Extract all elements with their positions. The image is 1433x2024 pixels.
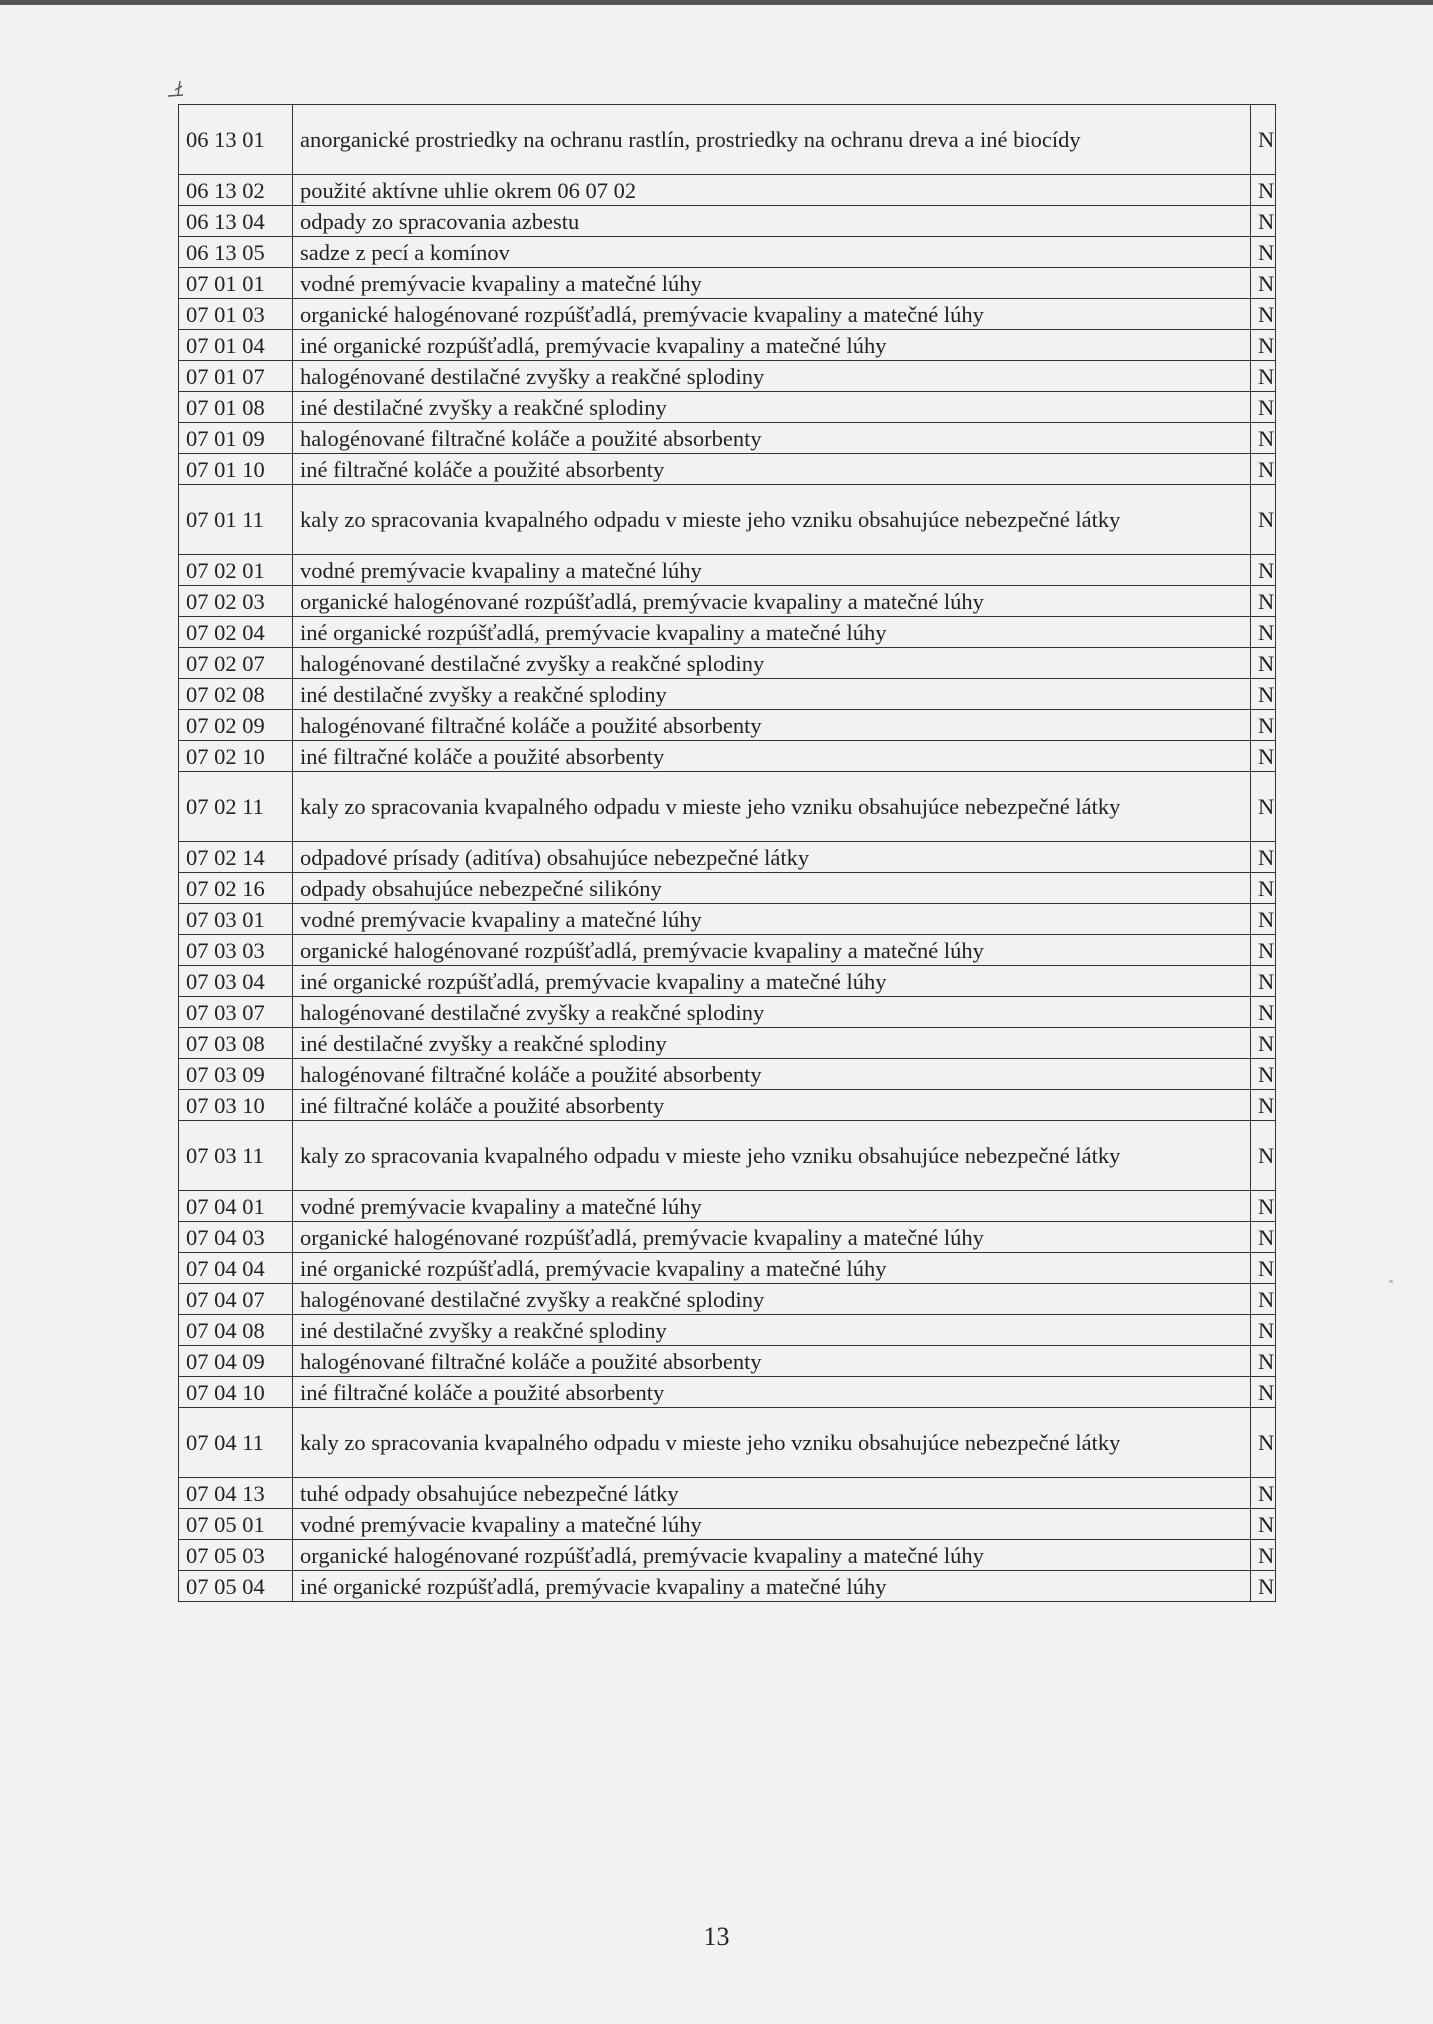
waste-code-cell: 07 03 04 — [179, 966, 293, 997]
table-row — [179, 206, 1276, 237]
waste-category-cell: N — [1251, 555, 1276, 586]
waste-description-cell: iné destilačné zvyšky a reakčné splodiny — [293, 392, 1251, 423]
waste-description-cell: odpady zo spracovania azbestu — [293, 206, 1251, 237]
waste-code-cell: 06 13 01 — [179, 105, 293, 175]
waste-category-cell: N — [1251, 485, 1276, 555]
waste-description-cell: organické halogénované rozpúšťadlá, premývacie kvapaliny a matečné lúhy — [293, 935, 1251, 966]
waste-category-cell: N — [1251, 423, 1276, 454]
waste-category-cell: N — [1251, 237, 1276, 268]
waste-code-cell: 07 03 03 — [179, 935, 293, 966]
scan-speck — [1389, 1280, 1393, 1283]
waste-code-cell: 07 02 16 — [179, 873, 293, 904]
waste-code-cell: 07 02 01 — [179, 555, 293, 586]
waste-description-cell: tuhé odpady obsahujúce nebezpečné látky — [293, 1478, 1251, 1509]
waste-code-cell: 07 04 10 — [179, 1377, 293, 1408]
table-row — [179, 904, 1276, 935]
waste-code-cell: 07 04 11 — [179, 1408, 293, 1478]
waste-description-cell: iné organické rozpúšťadlá, premývacie kvapaliny a matečné lúhy — [293, 330, 1251, 361]
waste-category-cell: N — [1251, 1540, 1276, 1571]
waste-description-cell: odpady obsahujúce nebezpečné silikóny — [293, 873, 1251, 904]
table-row — [179, 873, 1276, 904]
table-row — [179, 454, 1276, 485]
waste-category-cell: N — [1251, 997, 1276, 1028]
waste-description-cell: iné filtračné koláče a použité absorbenty — [293, 1377, 1251, 1408]
waste-category-cell: N — [1251, 268, 1276, 299]
waste-category-cell: N — [1251, 1478, 1276, 1509]
waste-description-cell: kaly zo spracovania kvapalného odpadu v mieste jeho vzniku obsahujúce nebezpečné látky — [293, 1408, 1251, 1478]
waste-description-cell: vodné premývacie kvapaliny a matečné lúhy — [293, 904, 1251, 935]
waste-code-cell: 07 02 08 — [179, 679, 293, 710]
waste-description-cell: halogénované filtračné koláče a použité absorbenty — [293, 423, 1251, 454]
waste-code-cell: 06 13 02 — [179, 175, 293, 206]
waste-code-cell: 07 02 03 — [179, 586, 293, 617]
table-row — [179, 1090, 1276, 1121]
waste-code-cell: 07 05 04 — [179, 1571, 293, 1602]
waste-category-cell: N — [1251, 966, 1276, 997]
waste-category-cell: N — [1251, 648, 1276, 679]
table-row — [179, 485, 1276, 555]
waste-description-cell: kaly zo spracovania kvapalného odpadu v mieste jeho vzniku obsahujúce nebezpečné látky — [293, 772, 1251, 842]
waste-code-cell: 06 13 05 — [179, 237, 293, 268]
waste-description-cell: sadze z pecí a komínov — [293, 237, 1251, 268]
waste-description-cell: vodné premývacie kvapaliny a matečné lúhy — [293, 555, 1251, 586]
waste-description-cell: kaly zo spracovania kvapalného odpadu v mieste jeho vzniku obsahujúce nebezpečné látky — [293, 485, 1251, 555]
waste-category-cell: N — [1251, 175, 1276, 206]
waste-description-cell: organické halogénované rozpúšťadlá, premývacie kvapaliny a matečné lúhy — [293, 299, 1251, 330]
table-row — [179, 299, 1276, 330]
waste-description-cell: vodné premývacie kvapaliny a matečné lúhy — [293, 1509, 1251, 1540]
waste-code-cell: 07 04 09 — [179, 1346, 293, 1377]
waste-category-cell: N — [1251, 330, 1276, 361]
waste-description-cell: halogénované filtračné koláče a použité absorbenty — [293, 1346, 1251, 1377]
waste-description-cell: organické halogénované rozpúšťadlá, premývacie kvapaliny a matečné lúhy — [293, 586, 1251, 617]
waste-category-cell: N — [1251, 679, 1276, 710]
waste-category-cell: N — [1251, 772, 1276, 842]
waste-code-cell: 07 02 14 — [179, 842, 293, 873]
waste-description-cell: halogénované destilačné zvyšky a reakčné splodiny — [293, 361, 1251, 392]
waste-category-cell: N — [1251, 1121, 1276, 1191]
table-row — [179, 1222, 1276, 1253]
table-row — [179, 1028, 1276, 1059]
table-row — [179, 935, 1276, 966]
waste-category-cell: N — [1251, 842, 1276, 873]
table-body — [179, 105, 1276, 1602]
waste-description-cell: organické halogénované rozpúšťadlá, premývacie kvapaliny a matečné lúhy — [293, 1222, 1251, 1253]
waste-code-cell: 07 03 11 — [179, 1121, 293, 1191]
table-row — [179, 679, 1276, 710]
waste-description-cell: iné organické rozpúšťadlá, premývacie kvapaliny a matečné lúhy — [293, 617, 1251, 648]
waste-code-cell: 07 03 09 — [179, 1059, 293, 1090]
waste-category-cell: N — [1251, 873, 1276, 904]
waste-code-cell: 07 05 03 — [179, 1540, 293, 1571]
waste-description-cell: vodné premývacie kvapaliny a matečné lúhy — [293, 268, 1251, 299]
waste-code-cell: 07 01 10 — [179, 454, 293, 485]
table-row — [179, 175, 1276, 206]
waste-code-cell: 07 03 10 — [179, 1090, 293, 1121]
table-row — [179, 105, 1276, 175]
waste-description-cell: organické halogénované rozpúšťadlá, premývacie kvapaliny a matečné lúhy — [293, 1540, 1251, 1571]
waste-category-cell: N — [1251, 299, 1276, 330]
waste-code-cell: 07 03 08 — [179, 1028, 293, 1059]
waste-category-cell: N — [1251, 741, 1276, 772]
table-row — [179, 1571, 1276, 1602]
waste-description-cell: vodné premývacie kvapaliny a matečné lúhy — [293, 1191, 1251, 1222]
table-row — [179, 268, 1276, 299]
waste-code-cell: 07 01 03 — [179, 299, 293, 330]
waste-category-cell: N — [1251, 1028, 1276, 1059]
waste-description-cell: halogénované destilačné zvyšky a reakčné splodiny — [293, 648, 1251, 679]
waste-code-cell: 07 03 07 — [179, 997, 293, 1028]
waste-description-cell: iné destilačné zvyšky a reakčné splodiny — [293, 1028, 1251, 1059]
waste-code-cell: 07 02 11 — [179, 772, 293, 842]
waste-category-cell: N — [1251, 1315, 1276, 1346]
table-row — [179, 772, 1276, 842]
waste-code-cell: 07 02 07 — [179, 648, 293, 679]
waste-description-cell: použité aktívne uhlie okrem 06 07 02 — [293, 175, 1251, 206]
waste-category-cell: N — [1251, 1284, 1276, 1315]
waste-code-cell: 07 01 07 — [179, 361, 293, 392]
waste-code-cell: 07 04 01 — [179, 1191, 293, 1222]
page-number: 13 — [703, 1922, 730, 1951]
waste-code-cell: 07 01 01 — [179, 268, 293, 299]
table-row — [179, 617, 1276, 648]
table-row — [179, 1253, 1276, 1284]
waste-category-cell: N — [1251, 105, 1276, 175]
waste-code-cell: 07 03 01 — [179, 904, 293, 935]
waste-code-cell: 07 04 04 — [179, 1253, 293, 1284]
table-row — [179, 1284, 1276, 1315]
waste-category-cell: N — [1251, 1222, 1276, 1253]
waste-code-cell: 07 01 11 — [179, 485, 293, 555]
waste-category-cell: N — [1251, 392, 1276, 423]
waste-category-cell: N — [1251, 1509, 1276, 1540]
waste-description-cell: iné destilačné zvyšky a reakčné splodiny — [293, 1315, 1251, 1346]
waste-category-cell: N — [1251, 1346, 1276, 1377]
waste-category-cell: N — [1251, 1408, 1276, 1478]
waste-category-cell: N — [1251, 454, 1276, 485]
waste-code-cell: 06 13 04 — [179, 206, 293, 237]
table-row — [179, 648, 1276, 679]
waste-description-cell: iné filtračné koláče a použité absorbenty — [293, 1090, 1251, 1121]
table-row — [179, 1509, 1276, 1540]
waste-category-cell: N — [1251, 1571, 1276, 1602]
waste-code-cell: 07 04 08 — [179, 1315, 293, 1346]
waste-category-cell: N — [1251, 904, 1276, 935]
table-row — [179, 741, 1276, 772]
waste-catalogue-table — [178, 104, 1276, 1602]
waste-code-cell: 07 01 09 — [179, 423, 293, 454]
waste-description-cell: halogénované destilačné zvyšky a reakčné splodiny — [293, 997, 1251, 1028]
waste-code-cell: 07 04 03 — [179, 1222, 293, 1253]
waste-description-cell: iné filtračné koláče a použité absorbenty — [293, 741, 1251, 772]
waste-description-cell: iné filtračné koláče a použité absorbenty — [293, 454, 1251, 485]
waste-category-cell: N — [1251, 206, 1276, 237]
table-row — [179, 1377, 1276, 1408]
waste-description-cell: halogénované filtračné koláče a použité absorbenty — [293, 710, 1251, 741]
table-row — [179, 237, 1276, 268]
waste-code-cell: 07 04 13 — [179, 1478, 293, 1509]
waste-category-cell: N — [1251, 361, 1276, 392]
table-row — [179, 842, 1276, 873]
waste-category-cell: N — [1251, 1377, 1276, 1408]
waste-description-cell: kaly zo spracovania kvapalného odpadu v mieste jeho vzniku obsahujúce nebezpečné látky — [293, 1121, 1251, 1191]
waste-category-cell: N — [1251, 617, 1276, 648]
pen-mark-icon — [166, 78, 186, 100]
waste-category-cell: N — [1251, 710, 1276, 741]
waste-category-cell: N — [1251, 1191, 1276, 1222]
table-row — [179, 555, 1276, 586]
waste-description-cell: halogénované filtračné koláče a použité absorbenty — [293, 1059, 1251, 1090]
waste-code-cell: 07 01 04 — [179, 330, 293, 361]
waste-description-cell: iné destilačné zvyšky a reakčné splodiny — [293, 679, 1251, 710]
waste-category-cell: N — [1251, 586, 1276, 617]
waste-category-cell: N — [1251, 1253, 1276, 1284]
table-row — [179, 392, 1276, 423]
table-row — [179, 586, 1276, 617]
table-row — [179, 1540, 1276, 1571]
table-row — [179, 966, 1276, 997]
waste-code-cell: 07 04 07 — [179, 1284, 293, 1315]
waste-code-cell: 07 02 10 — [179, 741, 293, 772]
table-row — [179, 710, 1276, 741]
table-row — [179, 1346, 1276, 1377]
table-row — [179, 1478, 1276, 1509]
waste-description-cell: halogénované destilačné zvyšky a reakčné splodiny — [293, 1284, 1251, 1315]
table-row — [179, 1315, 1276, 1346]
waste-description-cell: anorganické prostriedky na ochranu rastlín, prostriedky na ochranu dreva a iné biocídy — [293, 105, 1251, 175]
waste-description-cell: iné organické rozpúšťadlá, premývacie kvapaliny a matečné lúhy — [293, 966, 1251, 997]
scan-top-edge — [0, 0, 1433, 5]
waste-code-cell: 07 05 01 — [179, 1509, 293, 1540]
table-row — [179, 997, 1276, 1028]
waste-description-cell: iné organické rozpúšťadlá, premývacie kvapaliny a matečné lúhy — [293, 1253, 1251, 1284]
waste-description-cell: iné organické rozpúšťadlá, premývacie kvapaliny a matečné lúhy — [293, 1571, 1251, 1602]
waste-category-cell: N — [1251, 1059, 1276, 1090]
table-row — [179, 423, 1276, 454]
waste-code-cell: 07 01 08 — [179, 392, 293, 423]
table-row — [179, 330, 1276, 361]
waste-code-cell: 07 02 04 — [179, 617, 293, 648]
waste-category-cell: N — [1251, 935, 1276, 966]
table-row — [179, 361, 1276, 392]
table-row — [179, 1191, 1276, 1222]
table-row — [179, 1408, 1276, 1478]
table-row — [179, 1059, 1276, 1090]
table-row — [179, 1121, 1276, 1191]
waste-category-cell: N — [1251, 1090, 1276, 1121]
waste-code-cell: 07 02 09 — [179, 710, 293, 741]
waste-description-cell: odpadové prísady (aditíva) obsahujúce nebezpečné látky — [293, 842, 1251, 873]
